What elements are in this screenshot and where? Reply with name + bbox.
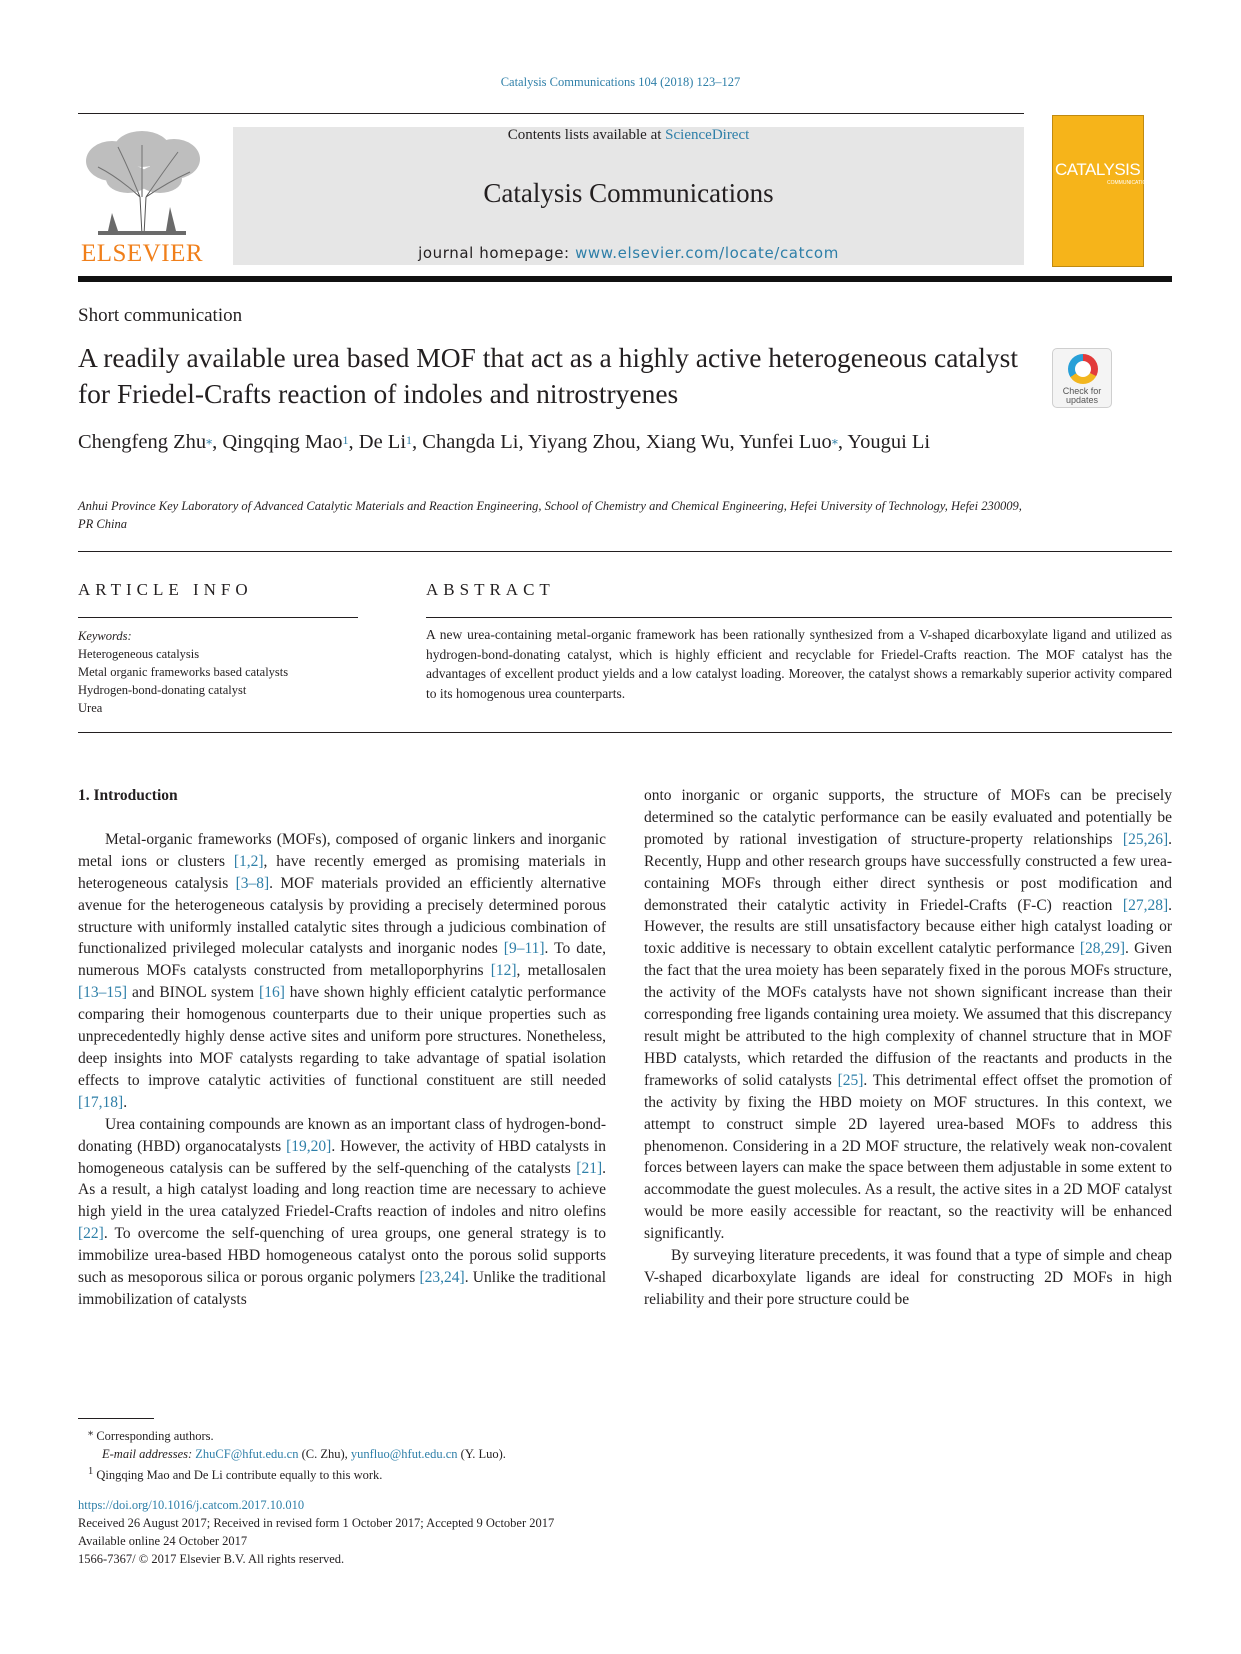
abstract-heading: ABSTRACT bbox=[426, 580, 555, 599]
article-type: Short communication bbox=[78, 305, 243, 326]
cover-title: CATALYSIS bbox=[1055, 160, 1141, 179]
author-list: Chengfeng Zhu⁎, Qingqing Mao$^1$, De Li$^1$, Changda Li, Yiyang Zhou, Xiang Wu, Yunfei Luo⁎, Yougui Li bbox=[78, 431, 931, 453]
article-title: A readily available urea based MOF that act as a highly active heterogeneous catalyst for Friedel-Crafts reaction of indoles and nitrostryenes bbox=[78, 342, 1018, 409]
author-name: Qingqing Mao bbox=[222, 431, 343, 453]
reference-link[interactable]: [21] bbox=[576, 1159, 603, 1177]
reference-link[interactable]: [1,2] bbox=[233, 852, 264, 870]
keyword[interactable]: Metal organic frameworks based catalysts bbox=[78, 665, 289, 679]
reference-link[interactable]: [19,20] bbox=[286, 1137, 332, 1155]
keyword[interactable]: Heterogeneous catalysis bbox=[78, 647, 200, 661]
author-mark-link[interactable]: ⁎ bbox=[206, 433, 213, 447]
journal-banner bbox=[233, 127, 1024, 265]
publisher-wordmark: ELSEVIER bbox=[80, 240, 204, 267]
footnote-text: Corresponding authors. bbox=[96, 1429, 214, 1444]
body-paragraph: Metal-organic frameworks (MOFs), composed of organic linkers and inorganic metal ions or clusters [1,2], have recently emerged as promising materials in heterogeneous catalysis [3–8]. MOF materials provided an efficiently alternative avenue for the heterogeneous catalysis by providing a precisely determined porous structure with uniformly installed catalytic sites through a judicious combination of functionalized privileged molecular catalysts and inorganic nodes [9–11]. To date, numerous MOFs catalysts constructed from metalloporphyrins [12], metallosalen [13–15] and BINOL system [16] have shown highly efficient catalytic performance comparing their homogenous counterparts due to their unique properties such as unprecedentedly highly dense active sites and uniform pore structures. Nonetheless, deep insights into MOF catalysts regarding to take advantage of spatial isolation effects to improve catalytic activities of functional constituent are still needed [17,18]. bbox=[78, 830, 607, 1111]
header-thick-rule bbox=[78, 276, 1172, 282]
reference-link[interactable]: [9–11] bbox=[503, 940, 545, 958]
reference-link[interactable]: [12] bbox=[490, 962, 517, 980]
footnote-mark: 1 bbox=[88, 1466, 94, 1478]
keyword[interactable]: Hydrogen-bond-donating catalyst bbox=[78, 683, 247, 697]
article-info-rule bbox=[78, 617, 358, 618]
reference-link[interactable]: [16] bbox=[259, 984, 285, 1002]
cover-subtitle: COMMUNICATIONS bbox=[1107, 180, 1154, 186]
author-mark-link[interactable]: 1 bbox=[342, 433, 349, 447]
check-for-updates-label: Check for updates bbox=[1062, 386, 1102, 405]
footnotes bbox=[78, 1424, 506, 1484]
author-mark-link[interactable]: 1 bbox=[406, 433, 413, 447]
author-name: Changda Li bbox=[422, 431, 519, 453]
reference-link[interactable]: [17,18] bbox=[78, 1093, 124, 1111]
check-for-updates-button[interactable] bbox=[1052, 348, 1112, 408]
tree-icon bbox=[78, 127, 206, 239]
author-name: De Li bbox=[358, 431, 407, 453]
body-paragraph: onto inorganic or organic supports, the structure of MOFs can be precisely determined so the catalytic performance can be easily evaluated and potentially be promoted by rational investigation of structure-property relationships [25,26]. Recently, Hupp and other research groups have successfully constructed a few urea-containing MOFs through either direct synthesis or post modification and demonstrated their catalytic activity in Friedel-Crafts (F-C) reaction [27,28]. However, the results are still unsatisfactory because either high catalyst loading or toxic additive is necessary to obtain excellent catalytic performance [28,29]. Given the fact that the urea moiety has been separately fixed in the porous MOFs structure, the activity of the MOFs catalysts have not shown significant increase than their corresponding free ligands containing urea moiety. We assumed that this discrepancy result might be attributed to the high complexity of channel structure that in MOF HBD catalysts, which retarded the diffusion of the reactants and products in the frameworks of solid catalysts [25]. This detrimental effect offset the promotion of the activity by fixing the HBD moiety on MOF structures. In this context, we attempt to construct simple 2D layered urea-based MOFs to address this phenomenon. Considering in a 2D MOF structure, the relatively weak non-covalent forces between layers can make the space between them adjustable in some extent to accommodate the guest molecules. As a result, the active sites in a 2D MOF catalyst would be more easily accessible for reactant, so the reactivity will be enhanced significantly. bbox=[644, 787, 1173, 1243]
received-dates: Received 26 August 2017; Received in revised form 1 October 2017; Accepted 9 October 2017 bbox=[78, 1516, 555, 1530]
footnote-corresponding bbox=[78, 1424, 506, 1445]
email-link[interactable]: yunfluo@hfut.edu.cn bbox=[350, 1447, 458, 1462]
author-name: Chengfeng Zhu bbox=[78, 431, 207, 453]
footnote-mark: ⁎ bbox=[88, 1427, 94, 1438]
homepage-line bbox=[233, 244, 1024, 262]
reference-link[interactable]: [3–8] bbox=[235, 874, 270, 892]
email-link[interactable]: ZhuCF@hfut.edu.cn bbox=[195, 1447, 299, 1462]
footnote-equal-contribution bbox=[78, 1463, 506, 1484]
email-owner: (Y. Luo). bbox=[457, 1447, 506, 1462]
homepage-link[interactable]: www.elsevier.com/locate/catcom bbox=[575, 244, 839, 262]
body-column-right bbox=[644, 785, 1172, 1311]
elsevier-logo[interactable] bbox=[78, 127, 206, 267]
reference-link[interactable]: [28,29] bbox=[1079, 940, 1126, 958]
body-paragraph: By surveying literature precedents, it was found that a type of simple and cheap V-shaped dicarboxylate ligands are ideal for constructing 2D MOFs in high reliability and their pore structure could be bbox=[644, 1247, 1172, 1308]
abstract-rule bbox=[426, 617, 1172, 618]
crossmark-icon-center bbox=[1075, 361, 1091, 377]
body-column-left bbox=[78, 785, 606, 1311]
keyword[interactable]: Urea bbox=[78, 701, 103, 715]
contents-line bbox=[233, 127, 1024, 144]
reference-link[interactable]: [23,24] bbox=[419, 1269, 465, 1287]
section-heading-introduction: 1. Introduction bbox=[78, 787, 178, 804]
body-paragraph: Urea containing compounds are known as an important class of hydrogen-bond-donating (HBD) organocatalysts [19,20]. However, the activity of HBD catalysts in homogeneous catalysis can be suffered by the self-quenching of the catalysts [21]. As a result, a high catalyst loading and long reaction time are necessary to achieve high yield in the urea catalyzed Friedel-Crafts reaction of indoles and nitro olefins [22]. To overcome the self-quenching of urea groups, one general strategy is to immobilize urea-based HBD homogeneous catalyst onto the porous solid supports such as mesoporous silica or porous organic polymers [23,24]. Unlike the traditional immobilization of catalysts bbox=[78, 1115, 607, 1308]
article-info-heading: ARTICLE INFO bbox=[78, 580, 253, 599]
author-name: Xiang Wu bbox=[645, 431, 730, 453]
reference-link[interactable]: [25] bbox=[837, 1071, 864, 1089]
author-name: Yunfei Luo bbox=[739, 431, 832, 453]
author-mark-link[interactable]: ⁎ bbox=[831, 433, 838, 447]
journal-title: Catalysis Communications bbox=[483, 178, 774, 208]
reference-link[interactable]: [25,26] bbox=[1122, 830, 1169, 848]
journal-cover[interactable] bbox=[1052, 115, 1154, 267]
keywords-block bbox=[78, 627, 288, 717]
header-rule bbox=[78, 113, 1024, 114]
reference-link[interactable]: [27,28] bbox=[1122, 896, 1169, 914]
available-online: Available online 24 October 2017 bbox=[78, 1534, 248, 1548]
doi-link[interactable]: https://doi.org/10.1016/j.catcom.2017.10.010 bbox=[78, 1498, 305, 1512]
reference-link[interactable]: [22] bbox=[78, 1225, 104, 1243]
author-name: Yiyang Zhou bbox=[527, 431, 636, 453]
section-rule bbox=[78, 551, 1172, 552]
email-owner: (C. Zhu), bbox=[298, 1447, 351, 1462]
footnote-text: Qingqing Mao and De Li contribute equally to this work. bbox=[96, 1468, 383, 1483]
publication-info bbox=[78, 1496, 554, 1568]
keywords-label: Keywords: bbox=[78, 629, 132, 643]
footnote-emails bbox=[78, 1445, 506, 1463]
contents-prefix: Contents lists available at bbox=[507, 127, 666, 143]
homepage-prefix: journal homepage: bbox=[418, 244, 576, 262]
abstract-text: A new urea-containing metal-organic framework has been rationally synthesized from a V-shaped dicarboxylate ligand and utilized as hydrogen-bond-donating catalyst, which is highly efficient and recyclable for Friedel-Crafts reaction. The MOF catalyst has the advantages of excellent product yields and a low catalyst loading. Moreover, the catalyst shows a remarkably superior activity compared to its homogenous urea counterparts. bbox=[426, 627, 1172, 701]
section-rule bbox=[78, 732, 1172, 733]
author-name: Yougui Li bbox=[847, 431, 931, 453]
copyright: 1566-7367/ © 2017 Elsevier B.V. All rights reserved. bbox=[78, 1552, 345, 1566]
reference-link[interactable]: [13–15] bbox=[78, 984, 128, 1002]
footnote-rule bbox=[78, 1418, 154, 1419]
email-label: E-mail addresses: bbox=[102, 1447, 196, 1462]
sciencedirect-link[interactable]: ScienceDirect bbox=[665, 127, 750, 143]
journal-citation[interactable]: Catalysis Communications 104 (2018) 123–127 bbox=[500, 75, 741, 89]
affiliation: Anhui Province Key Laboratory of Advanced Catalytic Materials and Reaction Engineering, School of Chemistry and Chemical Engineering, Hefei University of Technology, Hefei 230009, PR China bbox=[78, 499, 1022, 531]
